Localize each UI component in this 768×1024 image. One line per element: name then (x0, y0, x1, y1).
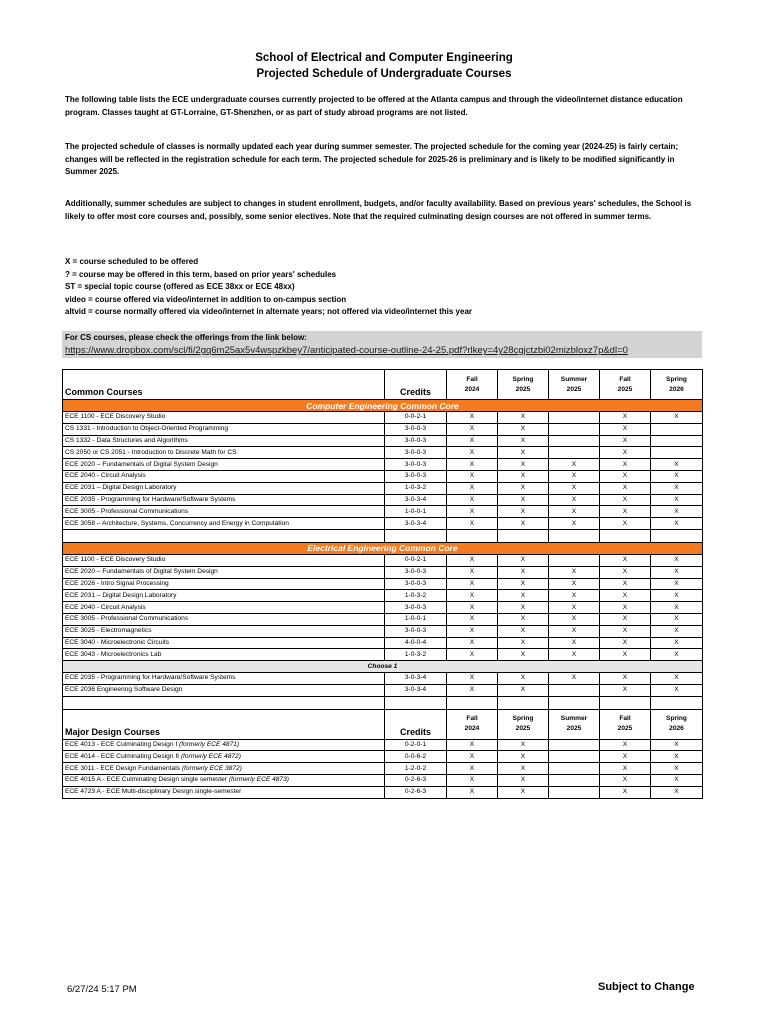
term-offering: X (600, 625, 651, 637)
course-title: ECE 3040 - Microelectronic Circuits (65, 638, 170, 646)
term-offering: X (447, 459, 498, 471)
course-name (63, 447, 385, 459)
course-row (63, 649, 703, 661)
column-header-term (498, 709, 549, 739)
term-offering: X (498, 554, 549, 566)
term-offering: X (498, 774, 549, 786)
course-name (63, 774, 385, 786)
term-offering: X (600, 435, 651, 447)
course-name (63, 625, 385, 637)
course-credits: 1-0-0-1 (385, 613, 447, 625)
term-offering: X (498, 494, 549, 506)
term-offering: X (447, 613, 498, 625)
term-offering: X (498, 482, 549, 494)
term-offering: X (600, 506, 651, 518)
term-offering: X (600, 482, 651, 494)
legend-item: altvid = course normally offered via video/internet in alternate years; not offered via video/internet this year (65, 307, 473, 316)
legend-item: ST = special topic course (offered as ECE 38xx or ECE 48xx) (65, 282, 295, 291)
term-offering: X (600, 518, 651, 530)
term-offering: X (600, 590, 651, 602)
course-credits: 1-0-3-2 (385, 590, 447, 602)
course-name (63, 684, 385, 696)
term-offering: X (447, 774, 498, 786)
term-offering: X (447, 684, 498, 696)
section-ce-label: Computer Engineering Common Core (63, 400, 703, 412)
term-offering (549, 412, 600, 424)
term-offering: X (447, 649, 498, 661)
term-offering: X (600, 412, 651, 424)
term-offering: X (600, 751, 651, 763)
term-offering: X (447, 739, 498, 751)
term-season: Spring (666, 375, 687, 383)
course-title: ECE 2031 – Digital Design Laboratory (65, 484, 177, 492)
course-credits: 0-2-6-3 (385, 774, 447, 786)
term-offering: X (498, 763, 549, 775)
term-offering: X (600, 578, 651, 590)
course-row (63, 494, 703, 506)
term-season: Summer (560, 715, 588, 723)
term-offering: X (549, 518, 600, 530)
term-season: Spring (512, 375, 534, 383)
course-title: ECE 2026 - Intro Signal Processing (65, 579, 169, 587)
schedule-table (62, 369, 703, 799)
course-name (63, 423, 385, 435)
term-offering: X (498, 786, 549, 798)
section-ee-label: Electrical Engineering Common Core (63, 542, 703, 554)
intro-paragraph-1: The following table lists the ECE undergraduate courses currently projected to be offered at the Atlanta campus and through the video/internet distance education program. Classes taught at GT-Lorraine, GT-Shenzhen, or as part of study abroad programs are not listed. (65, 95, 683, 117)
term-offering: X (447, 602, 498, 614)
course-name (63, 786, 385, 798)
term-offering (651, 447, 703, 459)
term-offering: X (651, 459, 703, 471)
term-offering (549, 423, 600, 435)
footer-timestamp: 6/27/24 5:17 PM (67, 984, 137, 995)
term-year: 2026 (669, 385, 684, 393)
course-row (63, 684, 703, 696)
term-offering: X (498, 506, 549, 518)
column-header-term (447, 370, 498, 400)
term-offering: X (651, 470, 703, 482)
term-season: Fall (466, 715, 478, 723)
course-row (63, 672, 703, 684)
course-credits: 0-0-2-1 (385, 554, 447, 566)
term-offering: X (447, 751, 498, 763)
term-offering (549, 435, 600, 447)
term-offering: X (651, 482, 703, 494)
course-row (63, 590, 703, 602)
term-offering: X (600, 774, 651, 786)
section-ee (63, 542, 703, 554)
term-offering: X (447, 763, 498, 775)
course-row (63, 554, 703, 566)
legend-item: video = course offered via video/internet in addition to on-campus section (65, 294, 347, 304)
course-title: ECE 2036 Engineering Software Design (65, 686, 183, 694)
course-title: ECE 2040 - Circuit Analysis (65, 603, 146, 611)
term-offering: X (549, 649, 600, 661)
term-offering: X (549, 470, 600, 482)
course-credits: 3-0-0-3 (385, 423, 447, 435)
term-offering (549, 774, 600, 786)
course-title: ECE 1100 - ECE Discovery Studio (65, 413, 166, 421)
term-offering: X (498, 684, 549, 696)
column-header-term (549, 370, 600, 400)
choose-one-label: Choose 1 (63, 661, 703, 673)
section-ce (63, 400, 703, 412)
term-offering: X (447, 494, 498, 506)
course-title: ECE 1100 - ECE Discovery Studio (65, 556, 166, 564)
course-name (63, 470, 385, 482)
term-season: Fall (466, 375, 478, 383)
term-offering (549, 763, 600, 775)
course-credits: 3-0-3-4 (385, 518, 447, 530)
term-offering: X (651, 506, 703, 518)
column-header-credits: Credits (385, 370, 447, 400)
course-title: ECE 2035 - Programming for Hardware/Software Systems (65, 495, 236, 503)
term-offering: X (498, 423, 549, 435)
course-row (63, 459, 703, 471)
term-offering: X (549, 625, 600, 637)
course-row (63, 482, 703, 494)
term-offering (651, 435, 703, 447)
course-credits: 3-0-3-4 (385, 684, 447, 696)
cs-offerings-link[interactable]: https://www.dropbox.com/scl/fi/2gq6m25ax5v4wspzkbey7/anticipated-course-outline-24-25.pdf?rlkey=4y28cgjctzbi02mizbloxz7p&dl=0 (65, 345, 628, 356)
course-title: ECE 4723 A - ECE Multi-disciplinary Design single-semester (65, 788, 242, 796)
term-offering (651, 423, 703, 435)
term-offering: X (651, 613, 703, 625)
cs-note-box (62, 331, 702, 358)
term-offering: X (498, 470, 549, 482)
term-offering (549, 751, 600, 763)
course-name (63, 739, 385, 751)
term-offering: X (600, 423, 651, 435)
term-offering: X (498, 459, 549, 471)
course-row (63, 506, 703, 518)
course-name (63, 554, 385, 566)
term-offering: X (447, 672, 498, 684)
term-offering: X (549, 482, 600, 494)
course-title: ECE 2020 – Fundamentals of Digital System Design (65, 460, 218, 468)
course-name (63, 435, 385, 447)
course-name (63, 459, 385, 471)
course-title: CS 1332 - Data Structures and Algorithms (65, 436, 188, 444)
term-offering: X (447, 506, 498, 518)
course-credits: 3-0-0-3 (385, 602, 447, 614)
course-row (63, 412, 703, 424)
column-header-term (498, 370, 549, 400)
term-offering: X (549, 602, 600, 614)
term-offering: X (651, 763, 703, 775)
course-credits: 4-0-0-4 (385, 637, 447, 649)
term-offering: X (651, 590, 703, 602)
course-name (63, 602, 385, 614)
term-offering: X (498, 637, 549, 649)
course-row (63, 578, 703, 590)
term-offering: X (651, 637, 703, 649)
term-offering: X (498, 751, 549, 763)
term-year: 2024 (464, 725, 480, 733)
intro-paragraph-2: The projected schedule of classes is normally updated each year during summer semester. The projected schedule for the coming year (2024-25) is fairly certain; changes will be reflected in the registration schedule for each term. The projected schedule for 2025-26 is preliminary and is likely to be modified significantly in Summer 2025. (65, 142, 679, 176)
term-offering: X (498, 602, 549, 614)
term-offering (549, 554, 600, 566)
course-title: ECE 3025 - Electromagnetics (65, 627, 152, 635)
course-title: ECE 2031 – Digital Design Laboratory (65, 591, 177, 599)
term-offering: X (651, 578, 703, 590)
term-offering: X (447, 786, 498, 798)
course-title: ECE 3058 – Architecture, Systems, Concurrency and Energy in Computation (65, 519, 289, 527)
term-season: Fall (619, 715, 631, 723)
term-offering: X (651, 751, 703, 763)
choose-one (63, 661, 703, 673)
course-title: CS 2050 or CS 2051 - Introduction to Discrete Math for CS (65, 448, 237, 456)
course-name (63, 412, 385, 424)
course-row (63, 518, 703, 530)
course-title: ECE 2035 - Programming for Hardware/Software Systems (65, 674, 236, 682)
course-credits: 0-0-6-2 (385, 751, 447, 763)
course-credits: 3-0-0-3 (385, 435, 447, 447)
course-credits: 3-0-0-3 (385, 470, 447, 482)
course-title: ECE 4013 - ECE Culminating Design I (65, 740, 178, 748)
term-offering: X (600, 470, 651, 482)
course-note: (formerly ECE 4872) (180, 752, 241, 760)
term-offering: X (447, 447, 498, 459)
term-offering (549, 447, 600, 459)
term-offering: X (600, 763, 651, 775)
term-offering: X (498, 578, 549, 590)
term-offering: X (549, 613, 600, 625)
term-year: 2025 (566, 385, 582, 393)
course-row (63, 613, 703, 625)
term-offering: X (600, 637, 651, 649)
course-row (63, 786, 703, 798)
footer-notice: Subject to Change (598, 981, 695, 993)
term-offering: X (549, 672, 600, 684)
term-offering: X (498, 435, 549, 447)
term-offering: X (600, 786, 651, 798)
term-offering: X (549, 578, 600, 590)
term-offering (549, 739, 600, 751)
term-offering: X (651, 412, 703, 424)
term-offering: X (600, 566, 651, 578)
term-year: 2025 (515, 385, 531, 393)
term-offering: X (600, 494, 651, 506)
term-offering: X (447, 566, 498, 578)
term-offering: X (600, 602, 651, 614)
term-offering: X (498, 590, 549, 602)
term-offering: X (651, 602, 703, 614)
page-title: School of Electrical and Computer Engineering (255, 52, 513, 64)
term-offering: X (600, 684, 651, 696)
column-header-term (549, 709, 600, 739)
spacer-row (63, 529, 703, 542)
legend-item: ? = course may be offered in this term, based on prior years' schedules (65, 269, 337, 279)
column-header-term (651, 709, 703, 739)
course-title: ECE 4015 A - ECE Culminating Design single semester (65, 776, 227, 784)
course-row (63, 625, 703, 637)
term-offering: X (447, 625, 498, 637)
course-note: (formerly ECE 3872) (181, 764, 242, 772)
term-offering: X (498, 649, 549, 661)
course-credits: 3-0-3-4 (385, 494, 447, 506)
course-row (63, 435, 703, 447)
term-offering: X (600, 447, 651, 459)
term-offering: X (498, 412, 549, 424)
term-offering: X (651, 649, 703, 661)
page-subtitle: Projected Schedule of Undergraduate Courses (256, 68, 512, 80)
legend (65, 256, 705, 319)
course-credits: 3-0-3-4 (385, 672, 447, 684)
course-title: CS 1331 - Introduction to Object-Oriented Programming (65, 425, 229, 433)
term-offering: X (498, 672, 549, 684)
course-name (63, 751, 385, 763)
term-offering: X (498, 625, 549, 637)
term-offering: X (600, 459, 651, 471)
term-offering: X (447, 554, 498, 566)
course-credits: 3-0-0-3 (385, 566, 447, 578)
spacer-row (63, 696, 703, 709)
column-header-credits: Credits (385, 709, 447, 739)
term-season: Spring (666, 715, 687, 723)
column-header-term (447, 709, 498, 739)
term-offering: X (600, 739, 651, 751)
column-header-course: Major Design Courses (63, 709, 385, 739)
term-offering: X (651, 739, 703, 751)
design-courses-header (63, 709, 703, 739)
course-name (63, 494, 385, 506)
term-offering: X (600, 649, 651, 661)
course-name (63, 672, 385, 684)
term-offering: X (447, 423, 498, 435)
course-title: ECE 2040 - Circuit Analysis (65, 472, 146, 480)
course-credits: 1-0-3-2 (385, 482, 447, 494)
term-offering: X (447, 578, 498, 590)
course-row (63, 470, 703, 482)
term-season: Summer (560, 375, 588, 383)
course-title: ECE 3005 - Professional Communications (65, 507, 189, 515)
term-offering: X (549, 506, 600, 518)
term-offering: X (651, 684, 703, 696)
term-offering: X (651, 554, 703, 566)
term-season: Spring (512, 715, 534, 723)
term-offering: X (498, 739, 549, 751)
course-row (63, 423, 703, 435)
course-row (63, 637, 703, 649)
course-row (63, 739, 703, 751)
term-offering: X (498, 566, 549, 578)
term-offering: X (447, 482, 498, 494)
term-offering: X (549, 637, 600, 649)
term-offering (549, 786, 600, 798)
term-year: 2025 (566, 725, 582, 733)
term-offering: X (651, 566, 703, 578)
term-year: 2024 (464, 385, 480, 393)
course-name (63, 566, 385, 578)
term-offering: X (549, 494, 600, 506)
term-offering: X (549, 566, 600, 578)
column-header-course: Common Courses (63, 370, 385, 400)
course-row (63, 447, 703, 459)
course-title: ECE 3011 - ECE Design Fundamentals (65, 764, 180, 772)
term-year: 2025 (515, 725, 531, 733)
term-offering: X (498, 447, 549, 459)
term-offering: X (549, 590, 600, 602)
course-name (63, 590, 385, 602)
column-header-term (651, 370, 703, 400)
term-offering: X (651, 494, 703, 506)
term-offering: X (447, 637, 498, 649)
term-offering: X (600, 613, 651, 625)
column-header-term (600, 709, 651, 739)
course-name (63, 482, 385, 494)
course-name (63, 613, 385, 625)
course-row (63, 566, 703, 578)
course-credits: 1-0-3-2 (385, 649, 447, 661)
term-offering: X (651, 672, 703, 684)
term-offering: X (600, 554, 651, 566)
course-name (63, 637, 385, 649)
common-courses-header (63, 370, 703, 400)
course-name (63, 506, 385, 518)
term-offering: X (651, 625, 703, 637)
course-title: ECE 3005 - Professional Communications (65, 615, 189, 623)
legend-item: X = course scheduled to be offered (65, 257, 199, 266)
course-credits: 0-2-0-1 (385, 739, 447, 751)
term-offering: X (651, 518, 703, 530)
term-offering: X (447, 412, 498, 424)
term-offering: X (447, 435, 498, 447)
course-title: ECE 4014 - ECE Culminating Design II (65, 752, 179, 760)
course-credits: 1-2-0-2 (385, 763, 447, 775)
course-credits: 0-0-2-1 (385, 412, 447, 424)
course-note: (formerly ECE 4871) (179, 740, 240, 748)
course-credits: 3-0-0-3 (385, 625, 447, 637)
term-year: 2026 (669, 725, 684, 733)
course-row (63, 774, 703, 786)
term-offering: X (600, 672, 651, 684)
course-note: (formerly ECE 4873) (228, 776, 289, 784)
course-name (63, 578, 385, 590)
course-credits: 0-2-6-3 (385, 786, 447, 798)
term-season: Fall (619, 375, 631, 383)
term-offering (549, 684, 600, 696)
course-title: ECE 3043 - Microelectronics Lab (65, 650, 162, 658)
course-name (63, 518, 385, 530)
intro-paragraph-3: Additionally, summer schedules are subject to changes in student enrollment, budgets, and/or faculty availability. Based on previous years' schedules, the School is likely to offer most core courses and, possibly, some senior electives. Note that the required culminating design courses are not offered in summer terms. (65, 199, 692, 221)
course-credits: 3-0-0-3 (385, 459, 447, 471)
course-row (63, 602, 703, 614)
term-offering: X (498, 518, 549, 530)
course-name (63, 649, 385, 661)
term-offering: X (447, 518, 498, 530)
term-offering: X (549, 459, 600, 471)
course-title: ECE 2020 – Fundamentals of Digital System Design (65, 568, 218, 576)
course-credits: 3-0-0-3 (385, 447, 447, 459)
course-credits: 3-0-0-3 (385, 578, 447, 590)
term-year: 2025 (617, 725, 633, 733)
term-offering: X (651, 774, 703, 786)
cs-note-label: For CS courses, please check the offerings from the link below: (65, 333, 307, 342)
course-credits: 1-0-0-1 (385, 506, 447, 518)
column-header-term (600, 370, 651, 400)
term-offering: X (447, 470, 498, 482)
course-row (63, 763, 703, 775)
term-offering: X (447, 590, 498, 602)
course-row (63, 751, 703, 763)
term-offering: X (498, 613, 549, 625)
term-year: 2025 (617, 385, 633, 393)
course-name (63, 763, 385, 775)
term-offering: X (651, 786, 703, 798)
